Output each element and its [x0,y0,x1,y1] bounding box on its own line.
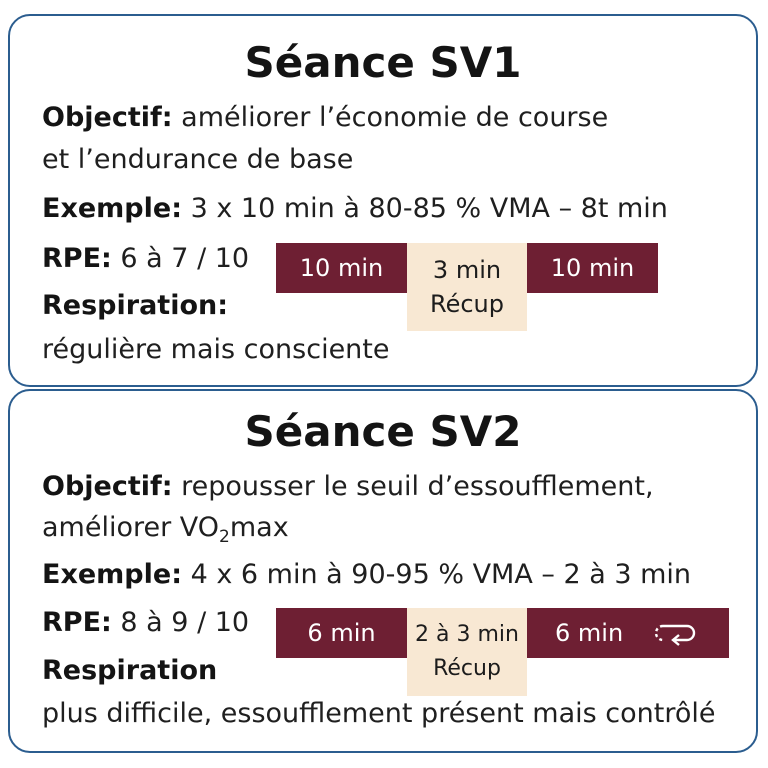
interval-rest [407,608,527,696]
objectif-text-part: améliorer VO [42,512,220,543]
interval-rest [407,243,527,331]
interval-label: 2 à 3 min [415,622,519,647]
respiration-label: Respiration: [42,290,229,321]
rpe-label: RPE: [42,243,112,274]
interval-work [527,608,729,658]
interval-work [527,243,658,293]
session-card-sv1 [8,14,758,387]
exemple-text: 4 x 6 min à 90-95 % VMA – 2 à 3 min [190,559,692,590]
session-card-sv2 [8,389,758,753]
session-title: Séance SV1 [244,38,522,87]
exemple-line [42,193,668,224]
respiration-text: plus difficile, essoufflement présent mais contrôlé [42,698,716,729]
subscript: 2 [219,527,230,547]
objectif-label: Objectif: [42,102,173,133]
respiration-text: régulière mais consciente [42,334,390,365]
exemple-line [42,559,691,590]
rpe-text: 8 à 9 / 10 [120,607,250,638]
objectif-text-continued [42,512,289,547]
interval-sublabel: Récup [433,656,501,681]
objectif-line [42,102,608,133]
objectif-text: repousser le seuil d’essoufflement, [181,471,654,502]
repeat-arrow-icon [653,620,701,646]
objectif-line [42,471,654,502]
interval-work [276,608,407,658]
interval-sublabel: Récup [429,290,504,318]
objectif-text-part: max [229,512,289,543]
rpe-text: 6 à 7 / 10 [120,243,250,274]
exemple-text: 3 x 10 min à 80-85 % VMA – 8t min [190,193,668,224]
objectif-text: améliorer l’économie de course [181,102,609,133]
respiration-label: Respiration [42,655,218,686]
interval-label: 6 min [555,619,624,647]
rpe-line [42,607,249,638]
interval-label: 10 min [299,254,384,282]
interval-work [276,243,407,293]
rpe-label: RPE: [42,607,112,638]
exemple-label: Exemple: [42,193,182,224]
interval-label: 10 min [550,254,635,282]
interval-label: 6 min [307,619,376,647]
interval-label: 3 min [432,256,502,284]
objectif-text-continued: et l’endurance de base [42,144,354,175]
rpe-line [42,243,249,274]
exemple-label: Exemple: [42,559,182,590]
session-title: Séance SV2 [244,407,522,456]
objectif-label: Objectif: [42,471,173,502]
